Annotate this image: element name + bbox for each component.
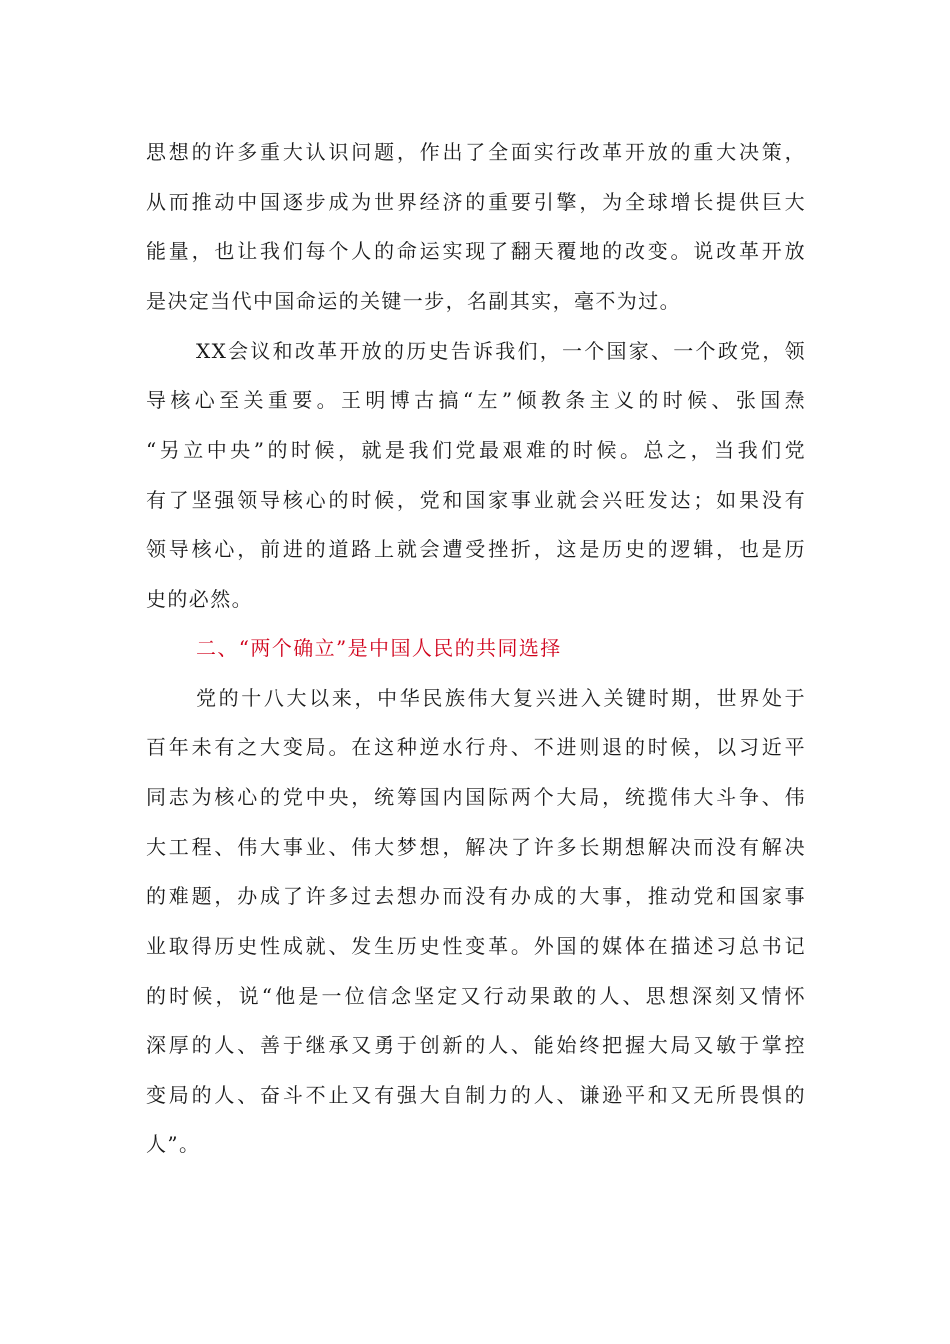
- paragraph-3-line-9: 变局的人、奋斗不止又有强大自制力的人、谦逊平和又无所畏惧的: [146, 1083, 806, 1107]
- paragraph-1-line-2: 从而推动中国逐步成为世界经济的重要引擎，为全球增长提供巨大: [146, 190, 806, 214]
- paragraph-3-line-5: 的难题，办成了许多过去想办而没有办成的大事，推动党和国家事: [146, 884, 806, 908]
- paragraph-3-line-8: 深厚的人、善于继承又勇于创新的人、能始终把握大局又敏于掌控: [146, 1033, 806, 1057]
- paragraph-3-line-3: 同志为核心的党中央，统筹国内国际两个大局，统揽伟大斗争、伟: [146, 785, 806, 809]
- paragraph-2-line-4: 有了坚强领导核心的时候，党和国家事业就会兴旺发达；如果没有: [146, 488, 806, 512]
- paragraph-3-line-1: 党的十八大以来，中华民族伟大复兴进入关键时期，世界处于: [196, 686, 806, 710]
- paragraph-2-line-6: 史的必然。: [146, 587, 253, 611]
- paragraph-3-line-2: 百年未有之大变局。在这种逆水行舟、不进则退的时候，以习近平: [146, 735, 806, 759]
- paragraph-2-line-2: 导核心至关重要。王明博古搞“左”倾教条主义的时候、张国焘: [146, 388, 806, 412]
- paragraph-1-line-4: 是决定当代中国命运的关键一步，名副其实，毫不为过。: [146, 289, 681, 313]
- paragraph-1-line-1: 思想的许多重大认识问题，作出了全面实行改革开放的重大决策，: [146, 140, 806, 164]
- paragraph-3-line-7: 的时候，说“他是一位信念坚定又行动果敢的人、思想深刻又情怀: [146, 984, 806, 1008]
- paragraph-1-line-3: 能量，也让我们每个人的命运实现了翻天覆地的改变。说改革开放: [146, 239, 806, 263]
- section-heading: 二、“两个确立”是中国人民的共同选择: [196, 636, 562, 660]
- paragraph-3-line-10: 人”。: [146, 1132, 201, 1156]
- paragraph-2-line-3: “另立中央”的时候，就是我们党最艰难的时候。总之，当我们党: [146, 438, 806, 462]
- paragraph-3-line-4: 大工程、伟大事业、伟大梦想，解决了许多长期想解决而没有解决: [146, 835, 806, 859]
- paragraph-3-line-6: 业取得历史性成就、发生历史性变革。外国的媒体在描述习总书记: [146, 934, 806, 958]
- paragraph-2-line-5: 领导核心，前进的道路上就会遭受挫折，这是历史的逻辑，也是历: [146, 537, 806, 561]
- paragraph-2-line-1: XX会议和改革开放的历史告诉我们，一个国家、一个政党，领: [196, 339, 806, 363]
